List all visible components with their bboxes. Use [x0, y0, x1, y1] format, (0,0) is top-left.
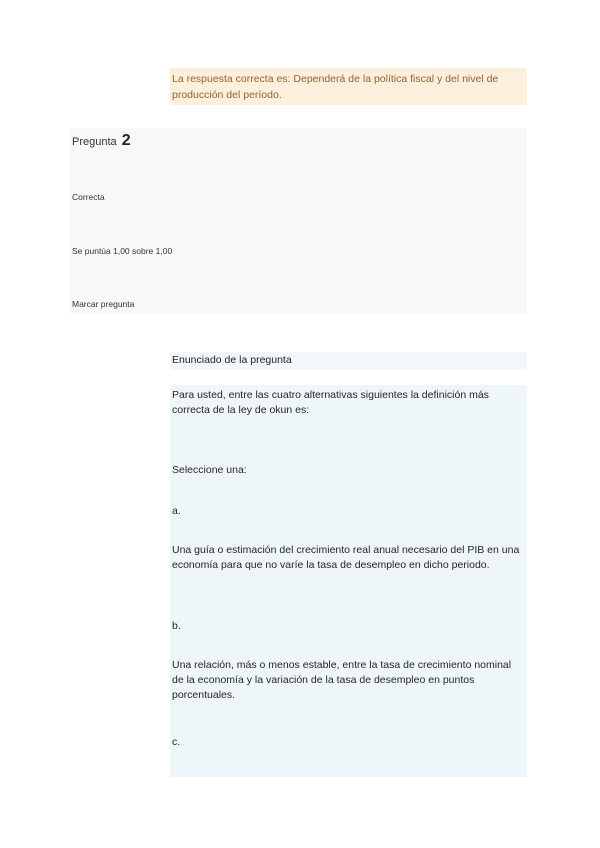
- option-a-text[interactable]: Una guía o estimación del crecimiento real anual necesario del PIB en una economía para que no varíe la tasa de desempleo en dicho periodo.: [172, 544, 520, 571]
- question-number-label: [72, 132, 131, 150]
- select-one-prompt: Seleccione una:: [172, 464, 247, 476]
- option-b-text[interactable]: Una relación, más o menos estable, entre la tasa de crecimiento nominal de la economía y la variación de la tasa de desempleo en puntos porcentuales.: [172, 659, 512, 701]
- option-b-letter[interactable]: b.: [172, 620, 181, 632]
- option-c-letter[interactable]: c.: [172, 736, 181, 748]
- flag-question-link[interactable]: Marcar pregunta: [72, 299, 135, 309]
- question-grade: Se puntúa 1,00 sobre 1,00: [72, 246, 173, 256]
- question-label: Pregunta: [72, 136, 117, 148]
- feedback-text: La respuesta correcta es: Dependerá de la política fiscal y del nivel de producción del período.: [172, 73, 499, 101]
- question-heading-text: Enunciado de la pregunta: [172, 354, 292, 366]
- question-number: 2: [121, 132, 131, 149]
- question-state: Correcta: [72, 192, 105, 202]
- question-info-panel: [70, 128, 527, 314]
- question-content: [170, 385, 527, 777]
- option-a-letter[interactable]: a.: [172, 505, 181, 517]
- correct-answer-feedback: [170, 68, 527, 105]
- question-stem-heading: [170, 352, 527, 370]
- question-text: Para usted, entre las cuatro alternativas siguientes la definición más correcta de la ley de okun es:: [172, 389, 489, 416]
